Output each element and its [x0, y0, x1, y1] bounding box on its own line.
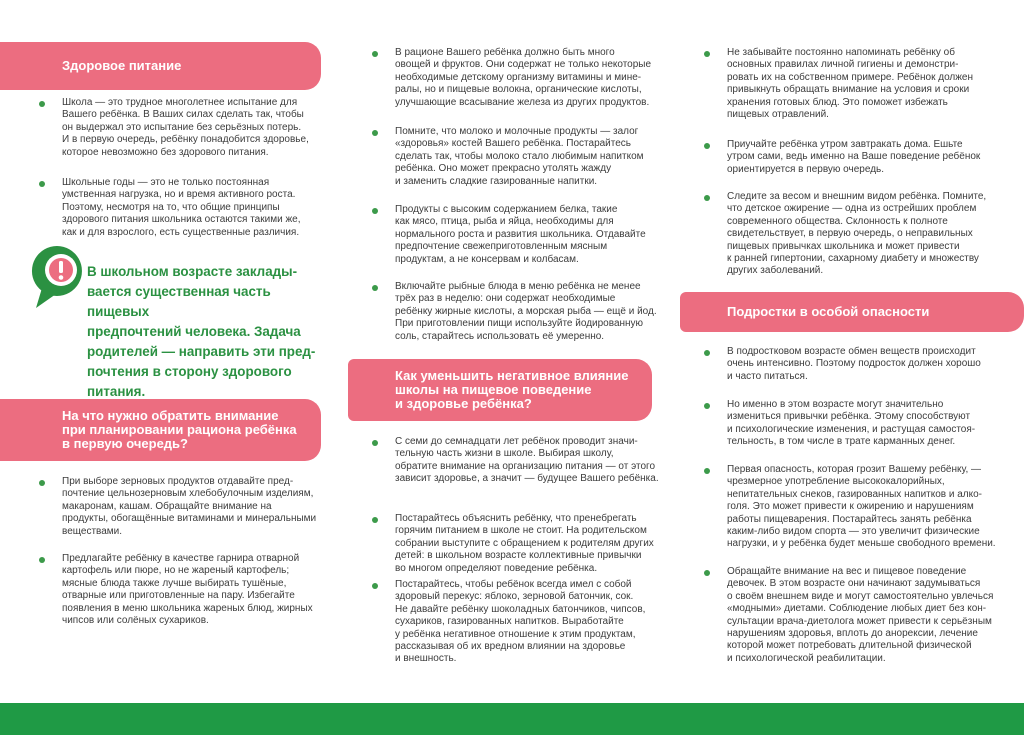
section-heading-diet-planning [0, 399, 321, 461]
list-item: Но именно в этом возрасте могут значительно измениться привычки ребёнка. Этому способствуют и психологические изменения, и растущая самостоя- тельность, в том числе в трате карманных денег. [727, 399, 976, 448]
list-item: Помните, что молоко и молочные продукты — залог «здоровья» костей Вашего ребёнка. Постарайтесь сделать так, чтобы молоко стало любимым напитком ребёнка. Оно может прекрасно утолять жажду и заменить сладкие газированные напитки. [395, 126, 644, 187]
list-item: При выборе зерновых продуктов отдавайте пред- почтение цельнозерновым хлебобулочным изделиям, макаронам, кашам. Обращайте внимание на продукты, обогащённые витаминами и минеральными веществами. [62, 476, 317, 537]
list-item: В подростковом возрасте обмен веществ происходит очень интенсивно. Поэтому подросток должен хорошо и часто питаться. [727, 346, 981, 382]
bullet-icon [704, 51, 710, 57]
bullet-icon [372, 440, 378, 446]
list-item: Включайте рыбные блюда в меню ребёнка не менее трёх раз в неделю: они содержат необходимые ребёнку жирные кислоты, а морская рыба — ещё и йод. При приготовлении пищи используйте йодированную соль, старайтесь использовать её умеренно. [395, 281, 657, 342]
list-item: Обращайте внимание на вес и пищевое поведение девочек. В этом возрасте они начинают задумываться о своём внешнем виде и могут самостоятельно увлечься «модными» диетами. Соблюдение любых диет без кон- сультации врача-диетолога может привести к серьёзным нарушениям здоровья, вплоть до анорексии, лечение которой может потребовать длительной физической и психологической реабилитации. [727, 566, 994, 664]
bullet-icon [39, 181, 45, 187]
section-heading-healthy-food [0, 42, 321, 90]
footer-bar [0, 703, 1024, 735]
bullet-icon [372, 583, 378, 589]
bullet-icon [372, 517, 378, 523]
list-item: Школьные годы — это не только постоянная умственная нагрузка, но и время активного роста. Поэтому, несмотря на то, что общие принципы здорового питания школьника остаются такими же, как и для взрослого, есть существенные различия. [62, 177, 301, 238]
list-item: Не забывайте постоянно напоминать ребёнку об основных правилах личной гигиены и демонстри- ровать их на собственном примере. Ребёнок должен привыкнуть обращать внимание на условия и сроки хранения готовых блюд. Это поможет избежать пищевых отравлений. [727, 47, 974, 121]
section-heading-school-influence [348, 359, 652, 421]
list-item: Приучайте ребёнка утром завтракать дома. Ешьте утром сами, ведь именно на Ваше поведение ребёнок ориентируется в первую очередь. [727, 139, 981, 175]
bullet-icon [372, 208, 378, 214]
exclamation-speech-bubble-icon [30, 244, 84, 310]
section-heading-teenagers-text: Подростки в особой опасности [727, 304, 930, 319]
list-item: Следите за весом и внешним видом ребёнка. Помните, что детское ожирение — одна из острейших проблем современного общества. Склонность к полноте свидетельствует, в первую очередь, о неправильных пищевых привычках школьника и может привести к ранней гипертонии, сахарному диабету и множеству других заболеваний. [727, 191, 987, 277]
list-item: В рационе Вашего ребёнка должно быть много овощей и фруктов. Они содержат не только некоторые необходимые детскому организму витамины и мине- ралы, но и пищевые волокна, органические кислоты, улучшающие всасывание железа из других продуктов. [395, 47, 652, 108]
bullet-icon [704, 195, 710, 201]
list-item: Постарайтесь объяснить ребёнку, что пренебрегать горячим питанием в школе не стоит. На родительском собрании выступите с обращением к родителям других детей: в школьном возрасте коллективные привычки во многом определяют поведение ребёнка. [395, 513, 654, 574]
list-item: Предлагайте ребёнку в качестве гарнира отварной картофель или пюре, но не жареный картофель; мясные блюда также лучше выбирать тушёные, отварные или приготовленные на пару. Избегайте появления в меню школьника жареных блюд, жирных чипсов или солёных сухариков. [62, 553, 313, 627]
bullet-icon [704, 350, 710, 356]
bullet-icon [372, 51, 378, 57]
list-item: С семи до семнадцати лет ребёнок проводит значи- тельную часть жизни в школе. Выбирая школу, обратите внимание на организацию питания — от этого зависит здоровье, а значит — будущее Вашего ребёнка. [395, 436, 659, 485]
bullet-icon [704, 143, 710, 149]
list-item: Постарайтесь, чтобы ребёнок всегда имел с собой здоровый перекус: яблоко, зерновой батончик, сок. Не давайте ребёнку шоколадных батончиков, чипсов, сухариков, газированных напитков. Выработайте у ребёнка негативное отношение к этим продуктам, рассказывая об их вредном влиянии на здоровье и внешность. [395, 579, 646, 665]
bullet-icon [372, 130, 378, 136]
bullet-icon [39, 557, 45, 563]
list-item: Школа — это трудное многолетнее испытание для Вашего ребёнка. В Ваших силах сделать так, чтобы он выдержал это испытание без серьёзных потерь. И в первую очередь, ребёнку понадобится здоровье, которое невозможно без здорового питания. [62, 97, 309, 158]
callout-text: В школьном возрасте заклады- вается существенная часть пищевых предпочтений человека. Задача родителей — направить эти пред- почтения в сторону здорового питания. [87, 264, 316, 399]
bullet-icon [704, 468, 710, 474]
bullet-icon [39, 101, 45, 107]
section-heading-diet-planning-text: На что нужно обратить внимание при планировании рациона ребёнка в первую очередь? [62, 408, 297, 451]
list-item: Первая опасность, которая грозит Вашему ребёнку, — чрезмерное употребление высококалорийных, непитательных снеков, газированных напитков и алко- голя. Это может привести к ожирению и нарушениям работы пищеварения. Постарайтесь занять ребёнка каким-либо видом спорта — это увеличит физические нагрузки, и у ребёнка будет меньше свободного времени. [727, 464, 996, 550]
list-item: Продукты с высоким содержанием белка, такие как мясо, птица, рыба и яйца, необходимы для нормального роста и развития школьника. Отдавайте предпочтение свежеприготовленным мясным продуктам, а не консервам и колбасам. [395, 204, 646, 265]
bullet-icon [704, 570, 710, 576]
section-heading-healthy-food-text: Здоровое питание [62, 58, 182, 73]
bullet-icon [704, 403, 710, 409]
bullet-icon [372, 285, 378, 291]
section-heading-teenagers [680, 292, 1024, 332]
section-heading-school-influence-text: Как уменьшить негативное влияние школы на пищевое поведение и здоровье ребёнка? [395, 368, 629, 411]
bullet-icon [39, 480, 45, 486]
